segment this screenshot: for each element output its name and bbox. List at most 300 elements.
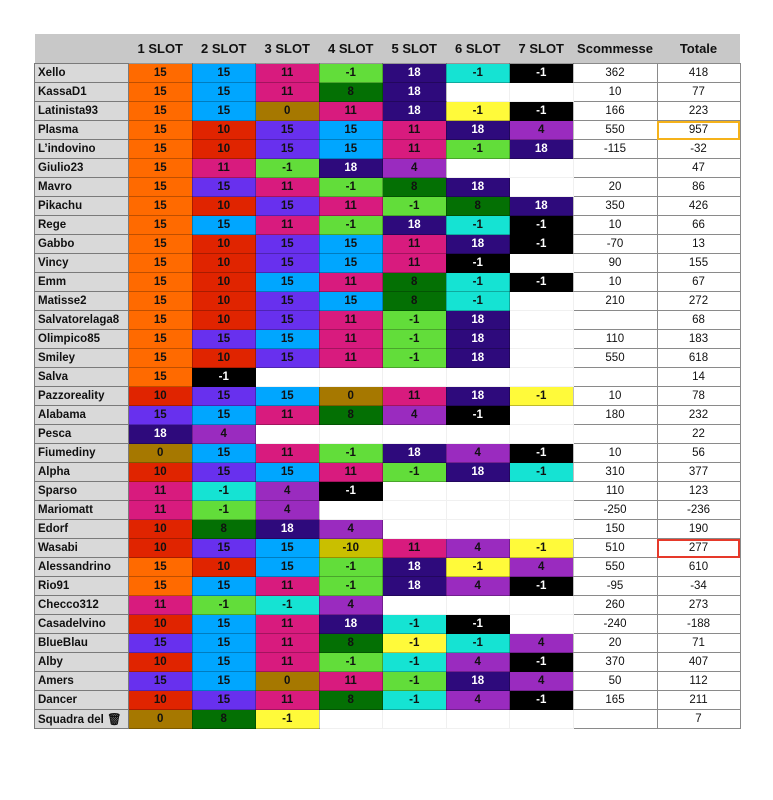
player-name[interactable]: Alpha (35, 463, 129, 482)
totale-cell[interactable]: 957 (657, 121, 740, 140)
totale-cell[interactable]: -32 (657, 140, 740, 159)
slot-cell-2[interactable]: 15 (192, 653, 256, 672)
slot-cell-1[interactable]: 15 (129, 83, 193, 102)
slot-cell-3[interactable]: 15 (256, 311, 320, 330)
slot-cell-1[interactable]: 15 (129, 140, 193, 159)
slot-cell-5[interactable]: 11 (383, 235, 447, 254)
slot-cell-4[interactable]: 15 (319, 292, 383, 311)
scommesse-cell[interactable]: 10 (573, 444, 657, 463)
scommesse-cell[interactable]: 165 (573, 691, 657, 710)
slot-cell-1[interactable]: 15 (129, 330, 193, 349)
slot-cell-6[interactable]: -1 (446, 615, 510, 634)
totale-cell[interactable]: -188 (657, 615, 740, 634)
slot-cell-5[interactable] (383, 425, 447, 444)
slot-cell-4[interactable]: 11 (319, 102, 383, 121)
slot-cell-2[interactable]: 10 (192, 311, 256, 330)
player-name[interactable]: Pesca (35, 425, 129, 444)
slot-cell-4[interactable]: 11 (319, 463, 383, 482)
slot-cell-7[interactable]: -1 (510, 691, 574, 710)
slot-cell-5[interactable]: 18 (383, 444, 447, 463)
slot-cell-5[interactable]: 8 (383, 178, 447, 197)
scommesse-cell[interactable]: -240 (573, 615, 657, 634)
totale-cell[interactable]: 426 (657, 197, 740, 216)
totale-cell[interactable]: 418 (657, 64, 740, 83)
slot-cell-5[interactable]: 18 (383, 216, 447, 235)
slot-cell-4[interactable]: 15 (319, 235, 383, 254)
player-name[interactable]: Sparso (35, 482, 129, 501)
slot-cell-4[interactable]: 11 (319, 672, 383, 691)
slot-cell-7[interactable]: -1 (510, 102, 574, 121)
slot-cell-3[interactable]: 11 (256, 691, 320, 710)
totale-cell[interactable]: 7 (657, 710, 740, 729)
slot-cell-6[interactable]: 18 (446, 311, 510, 330)
slot-cell-5[interactable]: 18 (383, 102, 447, 121)
slot-cell-2[interactable]: 15 (192, 634, 256, 653)
slot-cell-6[interactable]: 18 (446, 178, 510, 197)
slot-cell-7[interactable]: 4 (510, 634, 574, 653)
scommesse-cell[interactable] (573, 425, 657, 444)
totale-cell[interactable]: 22 (657, 425, 740, 444)
player-name[interactable]: Pikachu (35, 197, 129, 216)
player-name[interactable]: Giulio23 (35, 159, 129, 178)
slot-cell-6[interactable]: -1 (446, 102, 510, 121)
slot-cell-4[interactable]: -1 (319, 558, 383, 577)
slot-cell-4[interactable]: -1 (319, 444, 383, 463)
totale-cell[interactable]: 232 (657, 406, 740, 425)
scommesse-cell[interactable]: 20 (573, 178, 657, 197)
player-name[interactable]: Olimpico85 (35, 330, 129, 349)
slot-cell-4[interactable]: -1 (319, 216, 383, 235)
slot-cell-3[interactable]: 11 (256, 615, 320, 634)
scommesse-cell[interactable]: 310 (573, 463, 657, 482)
player-name[interactable]: Wasabi (35, 539, 129, 558)
slot-cell-6[interactable]: 4 (446, 577, 510, 596)
player-name[interactable]: Emm (35, 273, 129, 292)
slot-cell-1[interactable]: 10 (129, 539, 193, 558)
totale-cell[interactable]: 155 (657, 254, 740, 273)
scommesse-cell[interactable]: 370 (573, 653, 657, 672)
slot-cell-7[interactable] (510, 520, 574, 539)
slot-cell-5[interactable]: 11 (383, 121, 447, 140)
totale-cell[interactable]: 273 (657, 596, 740, 615)
totale-cell[interactable]: 14 (657, 368, 740, 387)
slot-cell-3[interactable]: 18 (256, 520, 320, 539)
slot-cell-5[interactable] (383, 710, 447, 729)
slot-cell-7[interactable]: 4 (510, 672, 574, 691)
player-name[interactable]: BlueBlau (35, 634, 129, 653)
slot-cell-3[interactable]: 4 (256, 501, 320, 520)
slot-cell-6[interactable]: 4 (446, 444, 510, 463)
scommesse-cell[interactable] (573, 710, 657, 729)
slot-cell-1[interactable]: 10 (129, 520, 193, 539)
scommesse-cell[interactable]: 10 (573, 83, 657, 102)
totale-cell[interactable]: 77 (657, 83, 740, 102)
slot-cell-5[interactable]: -1 (383, 653, 447, 672)
slot-cell-1[interactable]: 10 (129, 387, 193, 406)
slot-cell-7[interactable] (510, 254, 574, 273)
slot-cell-1[interactable]: 15 (129, 672, 193, 691)
player-name[interactable]: KassaD1 (35, 83, 129, 102)
slot-cell-2[interactable]: 8 (192, 710, 256, 729)
slot-cell-5[interactable] (383, 482, 447, 501)
slot-cell-2[interactable]: 15 (192, 216, 256, 235)
slot-cell-5[interactable] (383, 596, 447, 615)
slot-cell-1[interactable]: 15 (129, 349, 193, 368)
totale-cell[interactable]: 86 (657, 178, 740, 197)
slot-cell-3[interactable]: 0 (256, 102, 320, 121)
slot-cell-1[interactable]: 15 (129, 254, 193, 273)
slot-cell-3[interactable]: 11 (256, 83, 320, 102)
player-name[interactable]: Matisse2 (35, 292, 129, 311)
totale-cell[interactable]: 56 (657, 444, 740, 463)
slot-cell-7[interactable] (510, 178, 574, 197)
slot-cell-2[interactable]: 4 (192, 425, 256, 444)
slot-cell-6[interactable]: 18 (446, 330, 510, 349)
slot-cell-7[interactable]: 4 (510, 558, 574, 577)
totale-cell[interactable]: 223 (657, 102, 740, 121)
slot-cell-7[interactable] (510, 292, 574, 311)
slot-cell-4[interactable]: 11 (319, 197, 383, 216)
slot-cell-1[interactable]: 15 (129, 558, 193, 577)
slot-cell-4[interactable]: -1 (319, 64, 383, 83)
slot-cell-3[interactable]: 15 (256, 254, 320, 273)
slot-cell-7[interactable]: 18 (510, 197, 574, 216)
slot-cell-5[interactable]: 18 (383, 558, 447, 577)
slot-cell-7[interactable] (510, 596, 574, 615)
scommesse-cell[interactable]: 210 (573, 292, 657, 311)
slot-cell-3[interactable]: 11 (256, 444, 320, 463)
totale-cell[interactable]: -34 (657, 577, 740, 596)
slot-cell-1[interactable]: 0 (129, 444, 193, 463)
totale-cell[interactable]: 277 (657, 539, 740, 558)
slot-cell-6[interactable]: -1 (446, 634, 510, 653)
slot-cell-3[interactable]: 15 (256, 292, 320, 311)
slot-cell-4[interactable]: 0 (319, 387, 383, 406)
player-name[interactable]: Latinista93 (35, 102, 129, 121)
slot-cell-2[interactable]: 10 (192, 235, 256, 254)
player-name[interactable]: Mavro (35, 178, 129, 197)
player-name[interactable]: Gabbo (35, 235, 129, 254)
player-name[interactable]: Alabama (35, 406, 129, 425)
scommesse-cell[interactable]: 180 (573, 406, 657, 425)
slot-cell-2[interactable]: 10 (192, 197, 256, 216)
slot-cell-6[interactable]: 18 (446, 121, 510, 140)
slot-cell-3[interactable]: 15 (256, 463, 320, 482)
slot-cell-6[interactable] (446, 520, 510, 539)
slot-cell-2[interactable]: 15 (192, 539, 256, 558)
slot-cell-7[interactable]: -1 (510, 387, 574, 406)
slot-cell-7[interactable] (510, 710, 574, 729)
slot-cell-6[interactable] (446, 501, 510, 520)
slot-cell-3[interactable]: 15 (256, 235, 320, 254)
slot-cell-3[interactable]: -1 (256, 710, 320, 729)
slot-cell-4[interactable]: -1 (319, 653, 383, 672)
slot-cell-1[interactable]: 15 (129, 216, 193, 235)
totale-cell[interactable]: 211 (657, 691, 740, 710)
slot-cell-6[interactable]: 18 (446, 349, 510, 368)
totale-cell[interactable]: 377 (657, 463, 740, 482)
totale-cell[interactable]: 66 (657, 216, 740, 235)
slot-cell-2[interactable]: 15 (192, 691, 256, 710)
slot-cell-1[interactable]: 15 (129, 64, 193, 83)
slot-cell-3[interactable]: 15 (256, 539, 320, 558)
slot-cell-5[interactable]: -1 (383, 672, 447, 691)
slot-cell-4[interactable]: 11 (319, 330, 383, 349)
totale-cell[interactable]: 78 (657, 387, 740, 406)
slot-cell-2[interactable]: 15 (192, 444, 256, 463)
slot-cell-4[interactable]: 4 (319, 520, 383, 539)
slot-cell-1[interactable]: 15 (129, 634, 193, 653)
slot-cell-1[interactable]: 15 (129, 102, 193, 121)
scommesse-cell[interactable]: 166 (573, 102, 657, 121)
scommesse-cell[interactable]: 10 (573, 273, 657, 292)
slot-cell-7[interactable] (510, 159, 574, 178)
scommesse-cell[interactable]: -250 (573, 501, 657, 520)
slot-cell-7[interactable]: -1 (510, 235, 574, 254)
slot-cell-7[interactable]: -1 (510, 653, 574, 672)
scommesse-cell[interactable]: 110 (573, 482, 657, 501)
slot-cell-7[interactable] (510, 501, 574, 520)
slot-cell-3[interactable]: 15 (256, 349, 320, 368)
slot-cell-5[interactable]: 4 (383, 406, 447, 425)
slot-cell-1[interactable]: 18 (129, 425, 193, 444)
slot-cell-6[interactable] (446, 425, 510, 444)
slot-cell-5[interactable]: -1 (383, 349, 447, 368)
slot-cell-2[interactable]: 10 (192, 273, 256, 292)
slot-cell-7[interactable] (510, 83, 574, 102)
slot-cell-2[interactable]: -1 (192, 482, 256, 501)
scommesse-cell[interactable]: 260 (573, 596, 657, 615)
player-name[interactable]: Smiley (35, 349, 129, 368)
slot-cell-4[interactable]: 11 (319, 273, 383, 292)
slot-cell-3[interactable] (256, 425, 320, 444)
slot-cell-4[interactable]: 18 (319, 615, 383, 634)
slot-cell-4[interactable]: 8 (319, 83, 383, 102)
player-name[interactable]: Alby (35, 653, 129, 672)
slot-cell-3[interactable]: 15 (256, 121, 320, 140)
slot-cell-6[interactable]: 18 (446, 235, 510, 254)
player-name[interactable]: Fiumediny (35, 444, 129, 463)
scommesse-cell[interactable]: 10 (573, 216, 657, 235)
slot-cell-4[interactable] (319, 368, 383, 387)
totale-cell[interactable]: 112 (657, 672, 740, 691)
slot-cell-4[interactable]: 8 (319, 691, 383, 710)
scommesse-cell[interactable]: 10 (573, 387, 657, 406)
player-name[interactable]: Amers (35, 672, 129, 691)
player-name[interactable]: Squadra del 🗑 (35, 710, 129, 729)
slot-cell-2[interactable]: -1 (192, 501, 256, 520)
scommesse-cell[interactable] (573, 368, 657, 387)
totale-cell[interactable]: 123 (657, 482, 740, 501)
slot-cell-7[interactable]: -1 (510, 444, 574, 463)
slot-cell-2[interactable]: 15 (192, 83, 256, 102)
player-name[interactable]: Mariomatt (35, 501, 129, 520)
slot-cell-6[interactable]: 18 (446, 387, 510, 406)
slot-cell-6[interactable]: 8 (446, 197, 510, 216)
slot-cell-1[interactable]: 11 (129, 482, 193, 501)
player-name[interactable]: Salvatorelaga8 (35, 311, 129, 330)
slot-cell-2[interactable]: 10 (192, 292, 256, 311)
slot-cell-2[interactable]: 11 (192, 159, 256, 178)
slot-cell-7[interactable]: 18 (510, 140, 574, 159)
slot-cell-1[interactable]: 10 (129, 463, 193, 482)
slot-cell-3[interactable]: 15 (256, 558, 320, 577)
slot-cell-6[interactable] (446, 159, 510, 178)
totale-cell[interactable]: 407 (657, 653, 740, 672)
slot-cell-3[interactable]: 15 (256, 140, 320, 159)
slot-cell-6[interactable]: -1 (446, 216, 510, 235)
slot-cell-4[interactable]: 15 (319, 140, 383, 159)
slot-cell-7[interactable] (510, 406, 574, 425)
slot-cell-7[interactable]: 4 (510, 121, 574, 140)
scommesse-cell[interactable]: -115 (573, 140, 657, 159)
slot-cell-5[interactable]: 8 (383, 273, 447, 292)
slot-cell-2[interactable]: 8 (192, 520, 256, 539)
slot-cell-4[interactable]: -1 (319, 178, 383, 197)
scommesse-cell[interactable]: 110 (573, 330, 657, 349)
slot-cell-3[interactable]: 11 (256, 216, 320, 235)
slot-cell-4[interactable]: 8 (319, 634, 383, 653)
totale-cell[interactable]: 71 (657, 634, 740, 653)
slot-cell-3[interactable]: -1 (256, 596, 320, 615)
totale-cell[interactable]: 68 (657, 311, 740, 330)
scommesse-cell[interactable] (573, 159, 657, 178)
slot-cell-3[interactable]: 15 (256, 273, 320, 292)
scommesse-cell[interactable]: 550 (573, 349, 657, 368)
player-name[interactable]: Rege (35, 216, 129, 235)
totale-cell[interactable]: 13 (657, 235, 740, 254)
totale-cell[interactable]: 618 (657, 349, 740, 368)
totale-cell[interactable]: 610 (657, 558, 740, 577)
slot-cell-5[interactable]: -1 (383, 311, 447, 330)
slot-cell-7[interactable] (510, 482, 574, 501)
slot-cell-1[interactable]: 15 (129, 406, 193, 425)
slot-cell-1[interactable]: 15 (129, 292, 193, 311)
player-name[interactable]: Xello (35, 64, 129, 83)
slot-cell-3[interactable]: 11 (256, 577, 320, 596)
slot-cell-6[interactable] (446, 710, 510, 729)
slot-cell-3[interactable]: 4 (256, 482, 320, 501)
slot-cell-1[interactable]: 15 (129, 159, 193, 178)
player-name[interactable]: Checco312 (35, 596, 129, 615)
scommesse-cell[interactable]: 20 (573, 634, 657, 653)
slot-cell-5[interactable]: -1 (383, 330, 447, 349)
slot-cell-5[interactable]: -1 (383, 463, 447, 482)
slot-cell-4[interactable]: -10 (319, 539, 383, 558)
scommesse-cell[interactable]: 550 (573, 558, 657, 577)
player-name[interactable]: Edorf (35, 520, 129, 539)
scommesse-cell[interactable]: 150 (573, 520, 657, 539)
slot-cell-3[interactable]: 11 (256, 406, 320, 425)
slot-cell-4[interactable]: 18 (319, 159, 383, 178)
totale-cell[interactable]: 67 (657, 273, 740, 292)
slot-cell-3[interactable]: 15 (256, 387, 320, 406)
slot-cell-6[interactable]: 18 (446, 463, 510, 482)
slot-cell-7[interactable]: -1 (510, 463, 574, 482)
slot-cell-2[interactable]: 15 (192, 178, 256, 197)
slot-cell-2[interactable]: 10 (192, 558, 256, 577)
player-name[interactable]: Dancer (35, 691, 129, 710)
scommesse-cell[interactable]: 510 (573, 539, 657, 558)
slot-cell-2[interactable]: 15 (192, 387, 256, 406)
slot-cell-3[interactable]: 11 (256, 64, 320, 83)
slot-cell-5[interactable] (383, 501, 447, 520)
scommesse-cell[interactable]: -95 (573, 577, 657, 596)
slot-cell-6[interactable] (446, 83, 510, 102)
slot-cell-4[interactable] (319, 501, 383, 520)
slot-cell-5[interactable] (383, 520, 447, 539)
scommesse-cell[interactable] (573, 311, 657, 330)
player-name[interactable]: Casadelvino (35, 615, 129, 634)
scommesse-cell[interactable]: 550 (573, 121, 657, 140)
slot-cell-6[interactable]: -1 (446, 273, 510, 292)
slot-cell-1[interactable]: 11 (129, 596, 193, 615)
slot-cell-1[interactable]: 15 (129, 235, 193, 254)
slot-cell-5[interactable]: -1 (383, 197, 447, 216)
slot-cell-7[interactable] (510, 368, 574, 387)
slot-cell-7[interactable] (510, 425, 574, 444)
slot-cell-7[interactable] (510, 311, 574, 330)
slot-cell-4[interactable]: 15 (319, 121, 383, 140)
slot-cell-4[interactable] (319, 710, 383, 729)
scommesse-cell[interactable]: 362 (573, 64, 657, 83)
slot-cell-2[interactable]: 10 (192, 254, 256, 273)
slot-cell-5[interactable]: 8 (383, 292, 447, 311)
slot-cell-6[interactable] (446, 482, 510, 501)
slot-cell-7[interactable] (510, 615, 574, 634)
slot-cell-6[interactable] (446, 368, 510, 387)
slot-cell-6[interactable]: 18 (446, 672, 510, 691)
player-name[interactable]: Rio91 (35, 577, 129, 596)
slot-cell-1[interactable]: 15 (129, 311, 193, 330)
slot-cell-5[interactable]: -1 (383, 691, 447, 710)
slot-cell-3[interactable]: 15 (256, 330, 320, 349)
slot-cell-1[interactable]: 15 (129, 121, 193, 140)
slot-cell-3[interactable]: -1 (256, 159, 320, 178)
slot-cell-6[interactable]: -1 (446, 292, 510, 311)
slot-cell-7[interactable]: -1 (510, 273, 574, 292)
scommesse-cell[interactable]: 90 (573, 254, 657, 273)
slot-cell-2[interactable]: 15 (192, 64, 256, 83)
slot-cell-2[interactable]: 15 (192, 463, 256, 482)
slot-cell-7[interactable] (510, 330, 574, 349)
slot-cell-4[interactable]: 11 (319, 349, 383, 368)
slot-cell-2[interactable]: -1 (192, 368, 256, 387)
player-name[interactable]: Plasma (35, 121, 129, 140)
slot-cell-5[interactable]: 4 (383, 159, 447, 178)
slot-cell-6[interactable]: -1 (446, 254, 510, 273)
slot-cell-3[interactable]: 15 (256, 197, 320, 216)
slot-cell-2[interactable]: 10 (192, 349, 256, 368)
slot-cell-1[interactable]: 10 (129, 615, 193, 634)
slot-cell-4[interactable] (319, 425, 383, 444)
slot-cell-6[interactable]: -1 (446, 140, 510, 159)
slot-cell-5[interactable]: 18 (383, 64, 447, 83)
slot-cell-5[interactable]: -1 (383, 615, 447, 634)
player-name[interactable]: L’indovino (35, 140, 129, 159)
slot-cell-6[interactable]: -1 (446, 64, 510, 83)
slot-cell-5[interactable]: 18 (383, 83, 447, 102)
slot-cell-3[interactable]: 11 (256, 178, 320, 197)
slot-cell-4[interactable]: 4 (319, 596, 383, 615)
slot-cell-2[interactable]: 15 (192, 577, 256, 596)
slot-cell-1[interactable]: 15 (129, 368, 193, 387)
slot-cell-7[interactable]: -1 (510, 539, 574, 558)
slot-cell-3[interactable]: 0 (256, 672, 320, 691)
slot-cell-1[interactable]: 10 (129, 691, 193, 710)
slot-cell-7[interactable]: -1 (510, 216, 574, 235)
totale-cell[interactable]: 190 (657, 520, 740, 539)
